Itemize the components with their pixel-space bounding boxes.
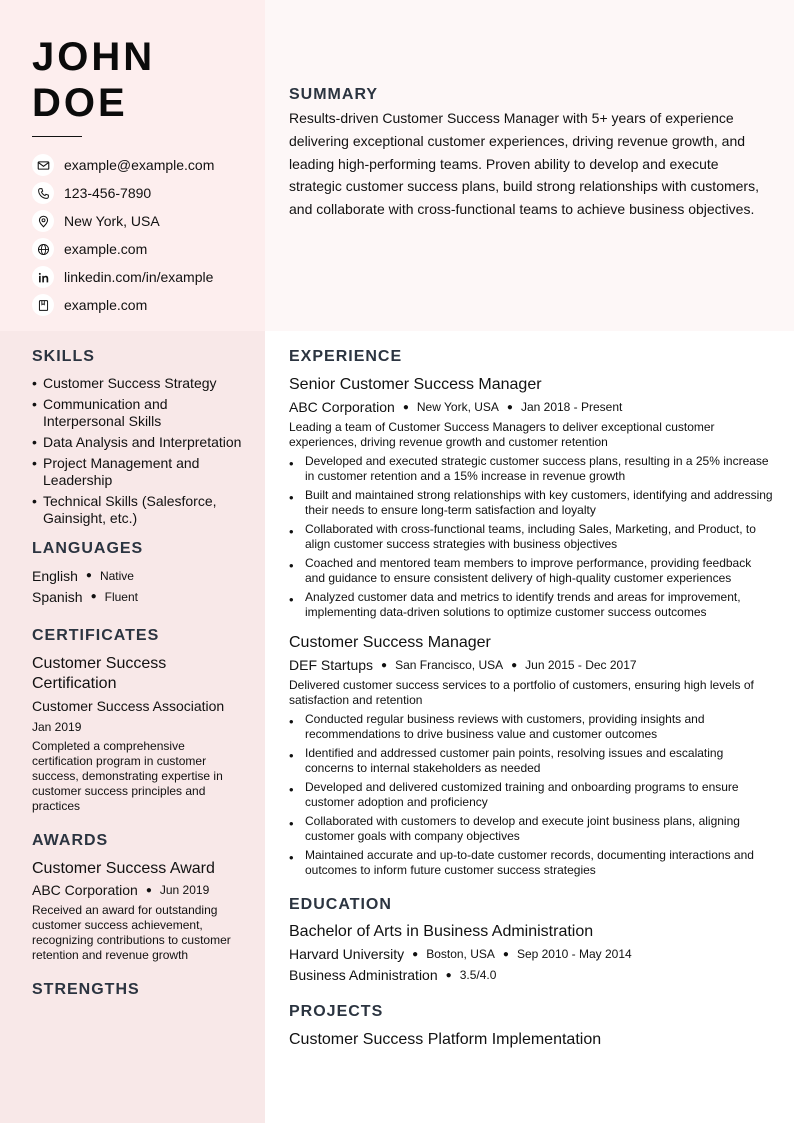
name-divider [32, 136, 82, 137]
separator-dot: ● [445, 969, 452, 981]
language-name: English [32, 567, 78, 584]
location-pin-icon [32, 210, 54, 232]
award-date: Jun 2019 [159, 883, 210, 897]
job-bullet: • Developed and executed strategic customer success plans, resulting in a 25% increase in customer retention and a 15% increase in revenue growth [289, 454, 774, 484]
awards-heading: AWARDS [32, 832, 109, 849]
education-field-row [289, 967, 774, 983]
separator-dot: ● [381, 659, 388, 671]
skills-list [32, 375, 242, 527]
education-meta [289, 946, 774, 962]
job-dates: Jan 2018 - Present [520, 400, 623, 414]
job-entry [289, 376, 774, 620]
job-description: Leading a team of Customer Success Managers to deliver exceptional customer experiences, driving revenue growth and customer retention [289, 420, 715, 449]
separator-dot: ● [511, 659, 518, 671]
language-level: Fluent [104, 589, 138, 604]
job-bullet: • Identified and addressed customer pain points, resolving issues and escalating concerns to internal stakeholders as needed [289, 746, 774, 776]
award-meta [32, 882, 242, 898]
job-bullet: • Developed and delivered customized training and onboarding programs to ensure customer adoption and proficiency [289, 780, 774, 810]
certificate-date: Jan 2019 [32, 720, 82, 734]
job-title: Customer Success Manager [289, 634, 491, 651]
projects-heading: PROJECTS [289, 1003, 384, 1020]
language-item [32, 586, 242, 607]
award-description: Received an award for outstanding customer success achievement, recognizing contributions to customer retention and revenue growth [32, 903, 231, 962]
summary-heading: SUMMARY [289, 86, 379, 103]
separator-dot: ● [145, 884, 152, 896]
experience-heading: EXPERIENCE [289, 348, 403, 365]
job-company: DEF Startups [289, 657, 374, 673]
job-bullet: • Maintained accurate and up-to-date customer records, documenting interactions and outcomes to inform future customer success strategies [289, 848, 774, 878]
contact-portfolio[interactable] [32, 291, 257, 319]
separator-dot: ● [402, 401, 409, 413]
contact-website-text: example.com [64, 241, 148, 257]
education-field: Business Administration [289, 967, 438, 983]
education-location: Boston, USA [426, 947, 495, 961]
bookmark-icon [32, 294, 54, 316]
separator-dot: ● [412, 948, 419, 960]
strengths-heading: STRENGTHS [32, 981, 140, 998]
skill-item: • Project Management and Leadership [32, 455, 242, 489]
skills-heading: SKILLS [32, 348, 95, 365]
languages-heading: LANGUAGES [32, 540, 144, 557]
globe-icon [32, 238, 54, 260]
skill-item: • Customer Success Strategy [32, 375, 242, 392]
education-dates: Sep 2010 - May 2014 [516, 947, 632, 961]
project-title: Customer Success Platform Implementation [289, 1031, 602, 1048]
languages-list [32, 565, 242, 607]
skill-item: • Communication and Interpersonal Skills [32, 396, 242, 430]
job-title: Senior Customer Success Manager [289, 376, 542, 393]
mail-icon [32, 154, 54, 176]
linkedin-icon [32, 266, 54, 288]
name-first: JOHN [32, 35, 156, 79]
job-bullets [289, 454, 774, 620]
certificate-description: Completed a comprehensive certification program in customer success, demonstrating expertise in customer success principles and practices [32, 739, 223, 813]
skill-item: • Technical Skills (Salesforce, Gainsight, etc.) [32, 493, 242, 527]
contact-portfolio-text: example.com [64, 297, 148, 313]
phone-icon [32, 182, 54, 204]
education-heading: EDUCATION [289, 896, 392, 913]
job-entry [289, 634, 774, 878]
job-meta [289, 399, 774, 415]
certificate-org: Customer Success Association [32, 698, 225, 714]
job-location: San Francisco, USA [395, 658, 504, 672]
award-org: ABC Corporation [32, 882, 138, 898]
education-school: Harvard University [289, 946, 405, 962]
education-degree: Bachelor of Arts in Business Administration [289, 923, 594, 940]
job-dates: Jun 2015 - Dec 2017 [525, 658, 637, 672]
job-bullet: • Conducted regular business reviews with customers, providing insights and recommendations to drive business value and customer outcomes [289, 712, 774, 742]
skill-item: • Data Analysis and Interpretation [32, 434, 242, 451]
contact-linkedin[interactable] [32, 263, 257, 291]
contact-location-text: New York, USA [64, 213, 160, 229]
job-bullet: • Coached and mentored team members to improve performance, providing feedback and guidance to ensure consistent delivery of high-quality customer experiences [289, 556, 774, 586]
language-item [32, 565, 242, 586]
contact-linkedin-text: linkedin.com/in/example [64, 269, 214, 285]
separator-dot: ● [506, 401, 513, 413]
job-bullet: • Analyzed customer data and metrics to identify trends and areas for improvement, implementing data-driven solutions to optimize customer success outcomes [289, 590, 774, 620]
language-name: Spanish [32, 588, 83, 605]
separator-dot: ● [85, 570, 92, 581]
contact-location [32, 207, 257, 235]
header-block [32, 34, 257, 319]
contact-email-text: example@example.com [64, 157, 215, 173]
job-meta [289, 657, 774, 673]
certificates-heading: CERTIFICATES [32, 627, 160, 644]
contact-phone-text: 123-456-7890 [64, 185, 152, 201]
job-bullets [289, 712, 774, 878]
separator-dot: ● [502, 948, 509, 960]
summary-section [289, 86, 774, 221]
job-bullet: • Collaborated with customers to develop and execute joint business plans, aligning customer goals with company objectives [289, 814, 774, 844]
language-level: Native [99, 568, 134, 583]
contact-email[interactable] [32, 151, 257, 179]
name-last: DOE [32, 81, 128, 125]
separator-dot: ● [90, 591, 97, 602]
summary-text: Results-driven Customer Success Manager with 5+ years of experience delivering exceptional customer experiences, driving revenue growth, and leading high-performing teams. Proven ability to develop and execute strategic customer success plans, build strong relationships with customers, and collaborate with cross-functional teams to achieve business objectives. [289, 110, 759, 218]
sidebar [32, 348, 242, 999]
job-bullet: • Collaborated with cross-functional teams, including Sales, Marketing, and Product, to align customer success strategies with business objectives [289, 522, 774, 552]
contact-website[interactable] [32, 235, 257, 263]
job-description: Delivered customer success services to a portfolio of customers, ensuring high levels of satisfaction and retention [289, 678, 754, 707]
education-gpa: 3.5/4.0 [459, 968, 497, 982]
job-location: New York, USA [416, 400, 499, 414]
certificate-title: Customer Success Certification [32, 655, 167, 692]
main-column [289, 348, 774, 1049]
job-bullet: • Built and maintained strong relationships with key customers, identifying and addressing their needs to ensure long-term satisfaction and loyalty [289, 488, 774, 518]
award-title: Customer Success Award [32, 860, 215, 877]
job-company: ABC Corporation [289, 399, 395, 415]
contact-phone[interactable] [32, 179, 257, 207]
